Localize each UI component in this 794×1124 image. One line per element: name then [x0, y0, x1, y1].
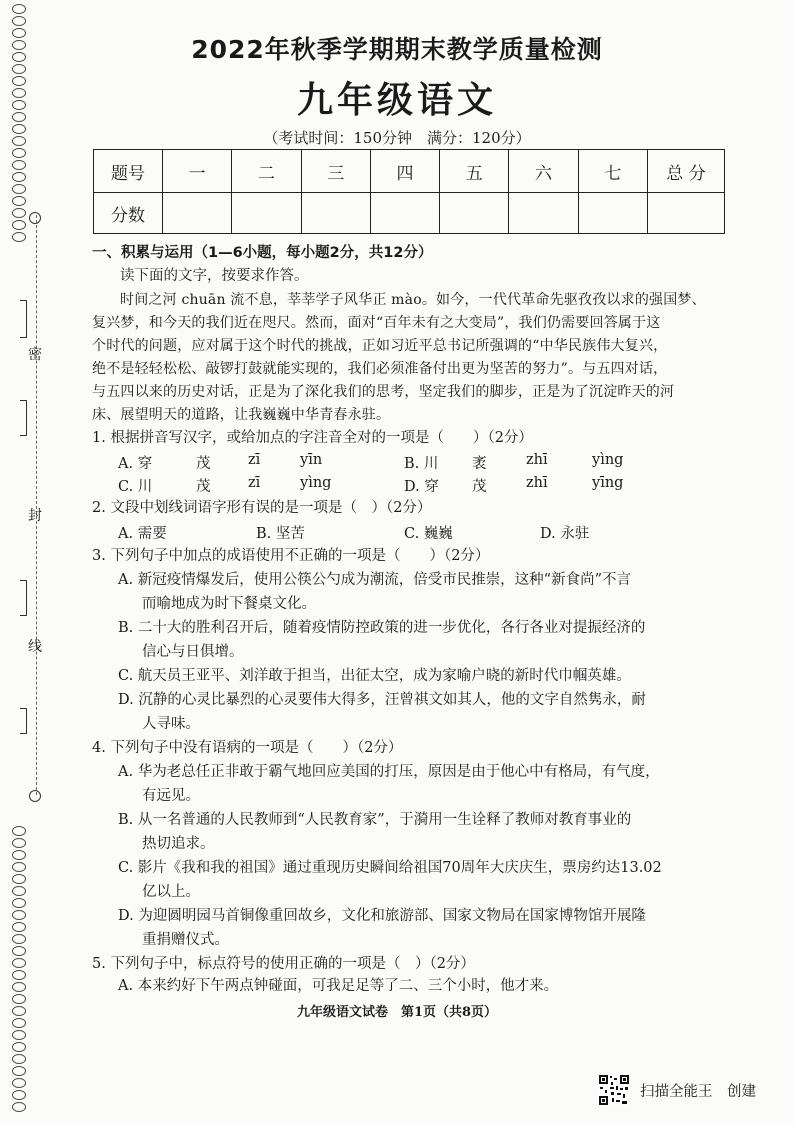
- score-entry-cell[interactable]: [370, 193, 439, 234]
- score-table-score-row: [94, 193, 725, 234]
- question-4-option-c-cont: 亿以上。: [142, 884, 200, 900]
- question-4-option-b[interactable]: B. 从一名普通的人民教师到“人民教育家”，于漪用一生诠释了教师对教育事业的: [118, 812, 632, 828]
- option-word: 茂: [472, 479, 487, 495]
- score-table-cell: 一: [163, 150, 232, 193]
- question-3-option-a-cont: 而喻地成为时下餐桌文化。: [142, 596, 316, 612]
- option-word: 茂: [196, 456, 211, 472]
- score-table-cell: 五: [440, 150, 509, 193]
- exam-title: 2022年秋季学期期末教学质量检测: [191, 35, 603, 64]
- score-entry-cell[interactable]: [578, 193, 647, 234]
- option-pinyin: yìng: [592, 452, 624, 468]
- score-table-header-row: [94, 150, 725, 193]
- option-word: 茂: [196, 479, 211, 495]
- option-word: 袤: [472, 456, 487, 472]
- question-4-option-a-cont: 有远见。: [142, 788, 200, 804]
- option-label[interactable]: B. 川: [404, 456, 439, 472]
- score-table-cell: 六: [509, 150, 578, 193]
- score-entry-cell[interactable]: [232, 193, 301, 234]
- ring-icon: [29, 790, 41, 802]
- question-4-option-d-cont: 重捐赠仪式。: [142, 932, 229, 948]
- bracket-mark: [20, 708, 27, 734]
- binding-margin: [0, 0, 70, 1124]
- question-4-stem: 4. 下列句子中没有语病的一项是（ ）（2分）: [92, 740, 403, 756]
- passage-line: 个时代的问题，应对属于这个时代的挑战，正如习近平总书记所强调的“中华民族伟大复兴，: [92, 338, 668, 354]
- passage-line: 床、展望明天的道路，让我巍巍中华青春永驻。: [92, 407, 391, 423]
- question-1-stem: 1. 根据拼音写汉字，或给加点的字注音全对的一项是（ ）（2分）: [92, 430, 533, 446]
- question-4-option-d[interactable]: D. 为迎圆明园马首铜像重回故乡，文化和旅游部、国家文物局在国家博物馆开展隆: [118, 908, 646, 924]
- option-label[interactable]: C. 川: [118, 479, 153, 495]
- section-instruction: 读下面的文字，按要求作答。: [120, 268, 309, 284]
- scanner-watermark: 扫描全能王 创建: [640, 1084, 756, 1100]
- passage-line: 时间之河 chuān 流不息，莘莘学子风华正 mào。如今，一代代革命先驱孜孜以求的强国梦、: [120, 292, 706, 308]
- page-footer: 九年级语文试卷 第1页（共8页）: [296, 1005, 498, 1020]
- question-4-option-a[interactable]: A. 华为老总任正非敢于霸气地回应美国的打压，原因是由于他心中有格局，有气度，: [118, 764, 660, 780]
- section-heading: 一、积累与运用（1—6小题，每小题2分，共12分）: [92, 245, 433, 261]
- bracket-mark: [20, 580, 27, 616]
- bracket-mark: [20, 400, 27, 436]
- question-4-option-c[interactable]: C. 影片《我和我的祖国》通过重现历史瞬间给祖国70周年大庆庆生，票房约达13.02: [118, 860, 662, 876]
- question-3-option-d-cont: 人寻味。: [142, 716, 200, 732]
- score-table: [93, 149, 725, 234]
- score-table-cell: 总 分: [648, 150, 725, 193]
- exam-info: （考试时间：150分钟 满分：120分）: [263, 129, 531, 147]
- option-pinyin: yīng: [592, 475, 624, 491]
- question-3-option-c[interactable]: C. 航天员王亚平、刘洋敢于担当，出征太空，成为家喻户晓的新时代巾帼英雄。: [118, 668, 631, 684]
- score-table-cell: 四: [370, 150, 439, 193]
- question-2-option-d[interactable]: D. 永驻: [540, 526, 590, 542]
- qr-code-icon: [598, 1074, 630, 1106]
- score-entry-cell[interactable]: [648, 193, 725, 234]
- score-entry-cell[interactable]: [509, 193, 578, 234]
- question-2-stem: 2. 文段中划线词语字形有误的是一项是（ ）（2分）: [92, 500, 432, 516]
- score-entry-cell[interactable]: [163, 193, 232, 234]
- score-table-cell: 分数: [94, 193, 163, 234]
- seal-mark-xian: 线: [28, 639, 42, 655]
- seal-mark-feng: 封: [28, 508, 42, 524]
- question-5-stem: 5. 下列句子中，标点符号的使用正确的一项是（ ）（2分）: [92, 956, 475, 972]
- score-table-cell: 题号: [94, 150, 163, 193]
- option-label[interactable]: D. 穿: [404, 479, 439, 495]
- score-entry-cell[interactable]: [440, 193, 509, 234]
- seal-mark-mi: 密: [28, 347, 42, 363]
- score-entry-cell[interactable]: [301, 193, 370, 234]
- question-3-option-b[interactable]: B. 二十大的胜利召开后，随着疫情防控政策的进一步优化，各行各业对提振经济的: [118, 620, 646, 636]
- option-pinyin: yīn: [300, 452, 323, 468]
- score-table-cell: 三: [301, 150, 370, 193]
- passage-line: 复兴梦，和今天的我们近在咫尺。然而，面对“百年未有之大变局”，我们仍需要回答属于这: [92, 315, 661, 331]
- passage-line: 绝不是轻轻松松、敲锣打鼓就能实现的，我们必须准备付出更为坚苦的努力”。与五四对话，: [92, 361, 668, 377]
- question-4-option-b-cont: 热切追求。: [142, 836, 215, 852]
- option-pinyin: zhī: [526, 475, 548, 491]
- punch-holes-bottom: [6, 826, 30, 1114]
- subject-title: 九年级语文: [296, 80, 497, 121]
- question-5-option-a[interactable]: A. 本来约好下午两点钟碰面，可我足足等了二、三个小时，他才来。: [118, 978, 559, 994]
- score-table-cell: 二: [232, 150, 301, 193]
- option-pinyin: zī: [248, 475, 261, 491]
- question-3-option-b-cont: 信心与日俱增。: [142, 644, 244, 660]
- score-table-cell: 七: [578, 150, 647, 193]
- bracket-mark: [20, 300, 27, 338]
- passage-line: 与五四以来的历史对话，正是为了深化我们的思考，坚定我们的脚步，正是为了沉淀昨天的河: [92, 384, 675, 400]
- option-label[interactable]: A. 穿: [118, 456, 153, 472]
- question-2-option-c[interactable]: C. 巍巍: [404, 526, 453, 542]
- option-pinyin: zī: [248, 452, 261, 468]
- option-pinyin: zhī: [526, 452, 548, 468]
- question-2-option-a[interactable]: A. 需要: [118, 526, 167, 542]
- question-3-option-d[interactable]: D. 沉静的心灵比暴烈的心灵要伟大得多，汪曾祺文如其人，他的文字自然隽永，耐: [118, 692, 646, 708]
- question-3-option-a[interactable]: A. 新冠疫情爆发后，使用公筷公勺成为潮流，倍受市民推崇，这种“新食尚”不言: [118, 572, 632, 588]
- question-2-option-b[interactable]: B. 坚苦: [256, 526, 305, 542]
- option-pinyin: yìng: [300, 475, 332, 491]
- question-3-stem: 3. 下列句子中加点的成语使用不正确的一项是（ ）（2分）: [92, 548, 490, 564]
- ring-icon: [29, 212, 41, 224]
